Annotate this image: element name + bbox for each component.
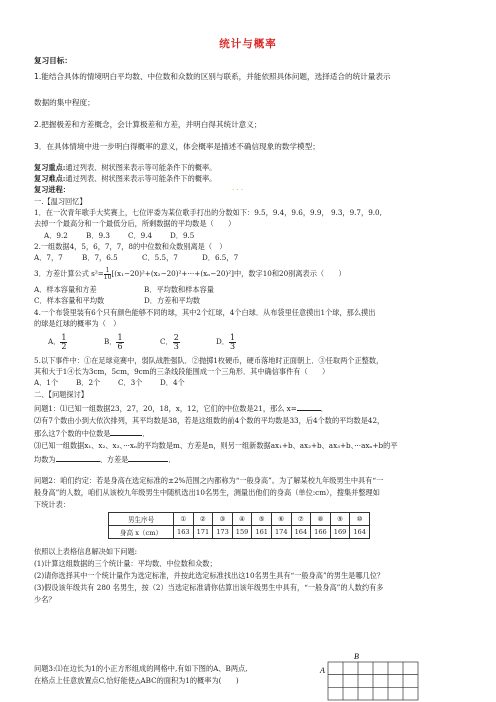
q1-option: B．9.3 (86, 231, 110, 240)
answer-blank (297, 403, 321, 411)
table-cell: ⑤ (252, 513, 272, 526)
problem-2-part-3-line-1: (3)假设该年级共有 280 名男生，按（2）当选定标准请你估算出该年级男生中具有，“一般身高”的人数约有多 (34, 583, 384, 592)
q5-option: D．4个 (160, 378, 185, 387)
q2-option: A．7，7 (34, 253, 63, 262)
q3-question (34, 265, 466, 283)
q4-line-2: 的球是红球的概率为（ ） (34, 319, 121, 328)
problem-1d: ⑶已知一组数据x₁、x₂、x₃、···xₙ的平均数是m、方差是n，则另一组新数据ax₁+b、ax₂+b、ax₃+b、···axₙ+b的平 (34, 441, 398, 450)
q5-option: A．1个 (34, 378, 59, 387)
goal-3: 3．在具体情境中进一步明白得概率的意义，体会概率是描述不确信现象的数学模型； (34, 142, 320, 151)
q3-formula: [(x₁−20)²+(x₂−20)²+···+(xₙ−20)²] (111, 269, 234, 278)
q4-options (34, 331, 466, 353)
q4-option: C． $\frac{2}{3}$ (160, 332, 179, 351)
table-cell: 169 (330, 526, 350, 539)
goal-2: 2.把握极差和方差概念，会计算极差和方差，并明白得其统计意义； (34, 120, 262, 129)
q4-fraction: $\frac{1}{2}$ (61, 332, 67, 351)
q3-suffix: 中，数字10和20别离表示（ ） (233, 269, 346, 278)
q3-prefix: 3．方差计算公式 s²= (34, 269, 104, 278)
table-header-cell: 身高 x（cm） (109, 526, 174, 539)
problem-2-part-2: (2)请你选择其中一个统计量作为选定标准，并按此选定标准找出这10名男生具有“一般身高”的男生是哪几位？ (34, 571, 385, 580)
q1-options (34, 231, 466, 240)
table-header-cell: 男生序号 (109, 513, 174, 526)
q4-option: B． $\frac{1}{6}$ (104, 332, 123, 351)
table-row (109, 513, 370, 526)
answer-blank (110, 428, 142, 436)
q3-option: A．样本容量和方差 (34, 285, 97, 294)
table-cell: ② (193, 513, 213, 526)
decorative-dots: · · · (232, 186, 244, 194)
table-cell: 171 (193, 526, 213, 539)
difficulty-line (34, 174, 466, 183)
q2-option: D．6.5，7 (202, 253, 239, 262)
q4-fraction: $\frac{1}{6}$ (117, 332, 123, 351)
table-cell: ⑩ (350, 513, 370, 526)
problem-1b: ⑵有7个数由小到大依次排列，其平均数是38，若是这组数的前4个数的平均数是33，后4个数的平均数是42， (34, 416, 385, 425)
q5-line-2: 其和大于1④长为3cm，5cm，9cm的三条线段能围成一个三角形．其中确信事件有（ ） (34, 367, 330, 376)
table-cell: ⑨ (330, 513, 350, 526)
q2-options (34, 253, 466, 262)
focus-label: 复习重点: (34, 163, 66, 172)
q5-option: C．3个 (118, 378, 143, 387)
problem-1a: 问题1：⑴已知一组数据23，27，20，18，x，12，它们的中位数是21，那么 x= ． (34, 404, 328, 413)
goals-heading: 复习目标： (34, 56, 72, 65)
table-cell: 173 (213, 526, 233, 539)
review-heading: 一.【温习回忆】 (34, 197, 87, 206)
focus-line (34, 163, 466, 172)
q2-question: 2.一组数据4，5，6，7，7，8的中位数和众数别离是（ ） (34, 242, 227, 251)
q4-fraction: $\frac{2}{3}$ (173, 332, 179, 351)
focus-text: 通过列表、树状图来表示等可能条件下的概率。 (65, 163, 217, 172)
q4-line-1: 4.一个布袋里装有6个只有颜色能够不同的球，其中2个红球，4个白球．从布袋里任意摸出1个球，那么摸出 (34, 308, 376, 317)
problem-2-instructions: 依照以上表格信息解决如下问题: (34, 547, 138, 556)
table-cell: 166 (311, 526, 331, 539)
q3-options-row-1 (34, 285, 466, 294)
problem-2-line-2: 般身高”的人数，咱们从该校九年级男生中随机选出10名男生，测量出他们的身高（单位:cm），搜集并整理如 (34, 488, 380, 497)
grid-lines (328, 662, 418, 700)
process-label: 复习进程： (34, 185, 70, 194)
problem-2-part-3-line-2: 少名？ (34, 595, 56, 604)
q5-options (34, 378, 466, 387)
problem-3-line-1: 问题3:⑴在边长为1的小正方形组成的网格中,有如下图的A、B两点, (34, 664, 248, 673)
table-cell: 161 (252, 526, 272, 539)
q4-option: A． $\frac{1}{2}$ (48, 332, 67, 351)
q1-option: C．9.4 (128, 231, 153, 240)
page-title: 统计与概率 (219, 38, 277, 50)
q1-option: A．9.2 (44, 231, 68, 240)
difficulty-text: 通过列表、树状图来表示等可能条件下的概率。 (65, 174, 217, 183)
goal-1-line-2: 数据的集中程度； (34, 98, 95, 107)
problem-1c: 那么这7个数的中位数是 ． (34, 429, 150, 438)
grid-figure (314, 652, 424, 702)
table-cell: ③ (213, 513, 233, 526)
explore-heading: 二、【问题探讨】 (34, 390, 88, 399)
q5-line-1: 5.以下事件中：①在足球竞赛中，弱队战胜强队．②抛掷1枚硬币，硬币落地时正面朝上．③任取两个正整数， (34, 356, 384, 365)
goal-1-line-1: 1.能结合具体的情境明白平均数、中位数和众数的区别与联系，并能依照具体问题，选择适合的统计量表示 (34, 72, 391, 81)
problem-2-line-1: 问题2：咱们约定：若是身高在选定标准的±2%范围之内都称为“一般身高”。为了解某校九年级男生中具有“一 (34, 476, 384, 485)
table-cell: ⑧ (311, 513, 331, 526)
q3-option: D．方差和平均数 (144, 296, 201, 305)
q1-line-2: 去掉一个最高分和一个最低分后，所剩数据的平均数是（ ） (34, 219, 236, 228)
difficulty-label: 复习难点: (34, 174, 66, 183)
problem-2-part-1: (1)计算这组数据的三个统计量：平均数、中位数和众数； (34, 559, 217, 568)
q1-line-1: 1．在一次青年歌手大奖赛上，七位评委为某位歌手打出的分数如下：9.5，9.4，9.6，9.9， 9.3，9.7，9.0, (34, 208, 382, 217)
table-cell: 159 (232, 526, 252, 539)
q2-option: C．5.5，7 (142, 253, 178, 262)
table-cell: 164 (291, 526, 311, 539)
table-cell: ① (174, 513, 194, 526)
problem-2-line-3: 下统计表： (34, 500, 70, 509)
grid-label-a: A (320, 666, 325, 675)
q2-option: B．7，6.5 (82, 253, 118, 262)
q4-option: D． $\frac{1}{3}$ (216, 332, 236, 351)
q4-fraction: $\frac{1}{3}$ (229, 332, 236, 351)
q3-options-row-2 (34, 296, 466, 305)
table-cell: ④ (232, 513, 252, 526)
table-cell: 174 (271, 526, 291, 539)
q3-fraction: $\frac{1}{10}$ (103, 266, 112, 281)
q3-option: B．平均数和样本容量 (144, 285, 214, 294)
table-cell: ⑥ (271, 513, 291, 526)
height-table (108, 512, 370, 539)
table-cell: 163 (174, 526, 194, 539)
problem-1e: 均数为 、方差是 ． (34, 455, 176, 464)
table-cell: 164 (350, 526, 370, 539)
table-cell: ⑦ (291, 513, 311, 526)
answer-blank (56, 454, 100, 462)
problem-3-line-2: 在格点上任意放置点C,恰好能使△ABC的面积为1的概率为( ) (34, 676, 239, 685)
q1-option: D．9.5 (170, 231, 195, 240)
q3-option: C．样本容量和平均数 (34, 296, 105, 305)
answer-blank (128, 454, 168, 462)
q5-option: B．2个 (76, 378, 101, 387)
grid-label-b: B (354, 652, 359, 661)
table-row (109, 526, 370, 539)
